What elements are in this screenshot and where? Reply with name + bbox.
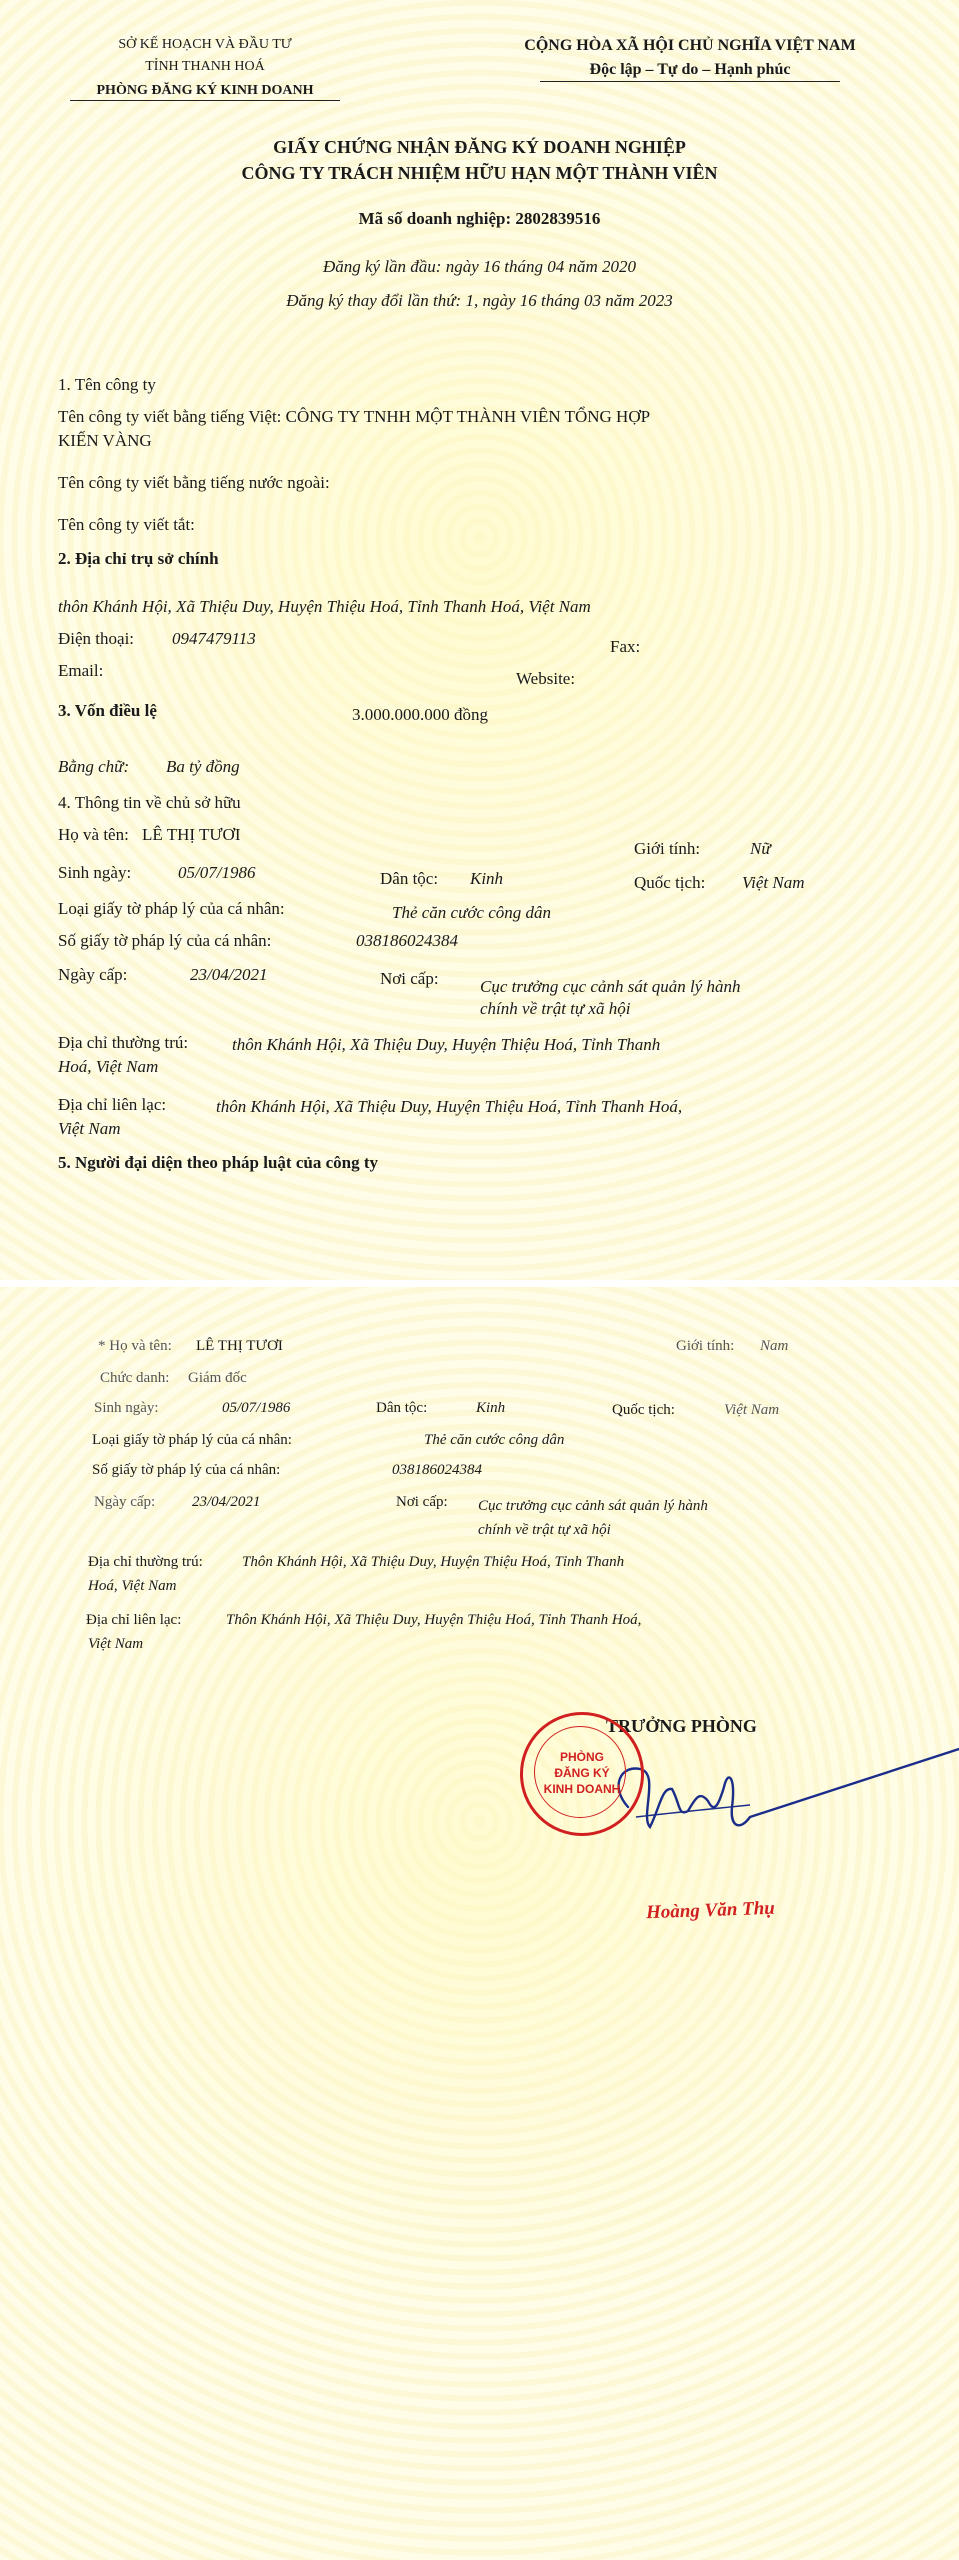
enterprise-code: Mã số doanh nghiệp: 2802839516 xyxy=(358,209,601,228)
stamp-text xyxy=(523,1749,641,1797)
owner-permanent-address-line2: Hoá, Việt Nam xyxy=(58,1057,159,1076)
fax-label: Fax: xyxy=(610,637,641,656)
rep-doc-no-label: Số giấy tờ pháp lý của cá nhân: xyxy=(92,1462,281,1478)
section-4-heading: 4. Thông tin về chủ sở hữu xyxy=(58,793,241,812)
rep-name-label: * Họ và tên: xyxy=(98,1338,172,1354)
rep-dob: 05/07/1986 xyxy=(222,1400,291,1416)
header-department: SỞ KẾ HOẠCH VÀ ĐẦU TƯ xyxy=(118,37,292,52)
rep-title: Giám đốc xyxy=(188,1370,247,1386)
owner-ethnic: Kinh xyxy=(470,869,504,888)
owner-doc-type-label: Loại giấy tờ pháp lý của cá nhân: xyxy=(58,899,285,918)
owner-contact-address-label: Địa chỉ liên lạc: xyxy=(58,1095,167,1114)
rep-doc-type-label: Loại giấy tờ pháp lý của cá nhân: xyxy=(92,1432,292,1448)
rep-ethnic: Kinh xyxy=(476,1400,506,1416)
owner-dob: 05/07/1986 xyxy=(178,863,256,882)
rep-permanent-address-line2: Hoá, Việt Nam xyxy=(88,1578,177,1594)
company-name-vn-line2: KIẾN VÀNG xyxy=(58,431,152,450)
handwritten-signature xyxy=(600,1747,959,1857)
company-type-title: CÔNG TY TRÁCH NHIỆM HỮU HẠN MỘT THÀNH VIÊN xyxy=(241,163,718,183)
rep-doc-type: Thẻ căn cước công dân xyxy=(424,1432,565,1448)
red-seal-stamp xyxy=(520,1712,644,1836)
stamp-text-line: ĐĂNG KÝ xyxy=(554,1766,610,1780)
capital-in-words-label: Bằng chữ: xyxy=(58,757,130,776)
owner-issue-date-label: Ngày cấp: xyxy=(58,965,128,984)
owner-ethnic-label: Dân tộc: xyxy=(380,869,439,888)
rep-dob-label: Sinh ngày: xyxy=(94,1400,159,1416)
owner-name: LÊ THỊ TƯƠI xyxy=(142,825,241,844)
header-motto: Độc lập – Tự do – Hạnh phúc xyxy=(540,62,840,82)
owner-nationality: Việt Nam xyxy=(742,873,805,892)
rep-issue-date-label: Ngày cấp: xyxy=(94,1494,156,1510)
owner-gender: Nữ xyxy=(750,839,771,858)
rep-issue-date: 23/04/2021 xyxy=(192,1494,261,1510)
rep-contact-address-line2: Việt Nam xyxy=(88,1636,144,1652)
rep-gender: Nam xyxy=(760,1338,789,1354)
header-republic: CỘNG HÒA XÃ HỘI CHỦ NGHĨA VIỆT NAM xyxy=(524,37,856,54)
certificate-title: GIẤY CHỨNG NHẬN ĐĂNG KÝ DOANH NGHIỆP xyxy=(273,137,686,157)
rep-title-label: Chức danh: xyxy=(100,1370,170,1386)
owner-dob-label: Sinh ngày: xyxy=(58,863,132,882)
signer-name: Hoàng Văn Thụ xyxy=(645,1897,776,1924)
company-name-foreign: Tên công ty viết bằng tiếng nước ngoài: xyxy=(58,473,330,492)
rep-doc-no: 038186024384 xyxy=(392,1462,482,1478)
owner-issue-date: 23/04/2021 xyxy=(190,965,268,984)
signer-position: TRƯỞNG PHÒNG xyxy=(606,1716,757,1736)
owner-issue-place-label: Nơi cấp: xyxy=(380,969,439,988)
rep-nationality-label: Quốc tịch: xyxy=(612,1402,675,1418)
company-name-vn-line1: Tên công ty viết bằng tiếng Việt: CÔNG TY TNHH MỘT THÀNH VIÊN TỔNG HỢP xyxy=(58,407,651,426)
header-province: TỈNH THANH HOÁ xyxy=(145,59,265,74)
rep-issue-place-line2: chính về trật tự xã hội xyxy=(478,1522,611,1538)
change-registration-date: Đăng ký thay đổi lần thứ: 1, ngày 16 tháng 03 năm 2023 xyxy=(286,291,673,310)
owner-contact-address-line2: Việt Nam xyxy=(58,1119,121,1138)
owner-doc-no: 038186024384 xyxy=(356,931,458,950)
section-3-heading: 3. Vốn điều lệ xyxy=(58,701,157,720)
owner-doc-type: Thẻ căn cước công dân xyxy=(392,903,552,922)
header-office: PHÒNG ĐĂNG KÝ KINH DOANH xyxy=(70,84,340,101)
email-label: Email: xyxy=(58,661,104,680)
owner-nationality-label: Quốc tịch: xyxy=(634,873,706,892)
website-label: Website: xyxy=(516,669,576,688)
company-name-short: Tên công ty viết tắt: xyxy=(58,515,195,534)
rep-ethnic-label: Dân tộc: xyxy=(376,1400,428,1416)
rep-nationality: Việt Nam xyxy=(724,1402,780,1418)
owner-gender-label: Giới tính: xyxy=(634,839,701,858)
rep-permanent-address-line1: Thôn Khánh Hội, Xã Thiệu Duy, Huyện Thiệu Hoá, Tỉnh Thanh xyxy=(242,1554,625,1570)
rep-issue-place-label: Nơi cấp: xyxy=(396,1494,448,1510)
page-separator xyxy=(0,1280,959,1287)
first-registration-date: Đăng ký lần đầu: ngày 16 tháng 04 năm 2020 xyxy=(322,257,637,276)
stamp-text-line: KINH DOANH xyxy=(543,1782,621,1796)
rep-issue-place-line1: Cục trưởng cục cảnh sát quản lý hành xyxy=(478,1498,708,1514)
rep-contact-address-label: Địa chỉ liên lạc: xyxy=(86,1612,182,1628)
rep-contact-address-line1: Thôn Khánh Hội, Xã Thiệu Duy, Huyện Thiệu Hoá, Tỉnh Thanh Hoá, xyxy=(226,1612,642,1628)
owner-contact-address-line1: thôn Khánh Hội, Xã Thiệu Duy, Huyện Thiệu Hoá, Tỉnh Thanh Hoá, xyxy=(216,1097,683,1116)
rep-name: LÊ THỊ TƯƠI xyxy=(196,1338,283,1354)
phone-label: Điện thoại: xyxy=(58,629,135,648)
owner-name-label: Họ và tên: xyxy=(58,825,129,844)
owner-issue-place-line1: Cục trưởng cục cảnh sát quản lý hành xyxy=(480,977,741,996)
stamp-text-line: PHÒNG xyxy=(559,1750,604,1764)
owner-permanent-address-line1: thôn Khánh Hội, Xã Thiệu Duy, Huyện Thiệu Hoá, Tỉnh Thanh xyxy=(232,1035,661,1054)
section-1-heading: 1. Tên công ty xyxy=(58,375,156,394)
section-2-heading: 2. Địa chỉ trụ sở chính xyxy=(58,549,219,568)
charter-capital: 3.000.000.000 đồng xyxy=(352,705,488,724)
phone-value: 0947479113 xyxy=(172,629,256,648)
head-office-address: thôn Khánh Hội, Xã Thiệu Duy, Huyện Thiệu Hoá, Tỉnh Thanh Hoá, Việt Nam xyxy=(58,597,591,616)
rep-gender-label: Giới tính: xyxy=(676,1338,735,1354)
capital-in-words: Ba tỷ đồng xyxy=(166,757,240,776)
certificate-page-2 xyxy=(0,1287,959,2560)
owner-permanent-address-label: Địa chỉ thường trú: xyxy=(58,1033,189,1052)
section-5-heading: 5. Người đại diện theo pháp luật của công ty xyxy=(58,1153,378,1172)
rep-permanent-address-label: Địa chỉ thường trú: xyxy=(88,1554,203,1570)
owner-doc-no-label: Số giấy tờ pháp lý của cá nhân: xyxy=(58,931,272,950)
owner-issue-place-line2: chính về trật tự xã hội xyxy=(480,999,631,1018)
